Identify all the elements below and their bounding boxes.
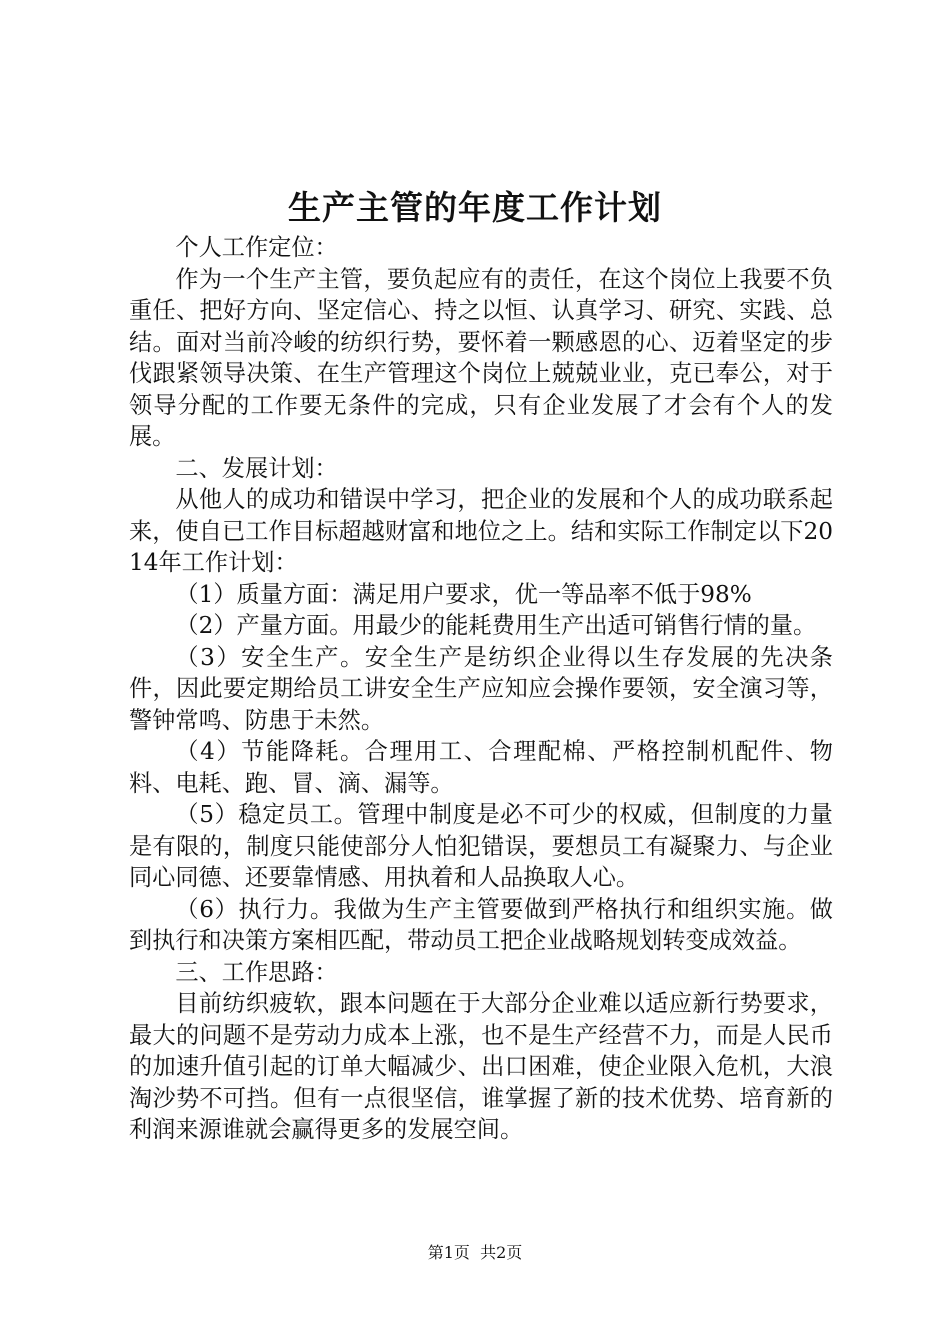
section-heading-work-approach: 三、工作思路： [175, 958, 338, 986]
plan-item-execution: （6）执行力。我做为生产主管要做到严格执行和组织实施。做到执行和决策方案相匹配，带动员工把企业战略规划转变成效益。 [129, 895, 833, 954]
document-title: 生产主管的年度工作计划 [288, 188, 662, 227]
section-heading-development-plan: 二、发展计划： [175, 454, 338, 482]
section-heading-personal-positioning: 个人工作定位： [175, 234, 338, 261]
plan-item-staff-stability: （5）稳定员工。管理中制度是必不可少的权威，但制度的力量是有限的，制度只能使部分人怕犯错误，要想员工有凝聚力、与企业同心同德、还要靠情感、用执着和人品换取人心。 [129, 801, 833, 891]
plan-item-output: （2）产量方面。用最少的能耗费用生产出适可销售行情的量。 [175, 612, 817, 639]
paragraph: 目前纺织疲软，跟本问题在于大部分企业难以适应新行势要求，最大的问题不是劳动力成本上涨，也不是生产经营不力，而是人民币的加速升值引起的订单大幅减少、出口困难，使企业限入危机，大浪淘沙势不可挡。但有一点很坚信，谁掌握了新的技术优势、培育新的利润来源谁就会赢得更多的发展空间。 [129, 990, 833, 1143]
plan-item-quality: （1）质量方面：满足用户要求，优一等品率不低于98% [175, 580, 752, 608]
plan-item-safety: （3）安全生产。安全生产是纺织企业得以生存发展的先决条件，因此要定期给员工讲安全生产应知应会操作要领，安全演习等，警钟常鸣、防患于未然。 [129, 643, 833, 734]
paragraph: 从他人的成功和错误中学习，把企业的发展和个人的成功联系起来，使自已工作目标超越财富和地位之上。结和实际工作制定以下2014年工作计划： [129, 486, 833, 576]
paragraph: 作为一个生产主管，要负起应有的责任，在这个岗位上我要不负重任、把好方向、坚定信心、持之以恒、认真学习、研究、实践、总结。面对当前冷峻的纺织行势，要怀着一颗感恩的心、迈着坚定的步伐跟紧领导决策、在生产管理这个岗位上兢兢业业，克已奉公，对于领导分配的工作要无条件的完成，只有企业发展了才会有个人的发展。 [129, 265, 833, 450]
page-footer [0, 1242, 950, 1264]
page-number: 第1页 共2页 [427, 1243, 523, 1262]
plan-item-energy-saving: （4）节能降耗。合理用工、合理配棉、严格控制机配件、物料、电耗、跑、冒、滴、漏等。 [129, 738, 833, 797]
document-body [129, 232, 833, 1146]
